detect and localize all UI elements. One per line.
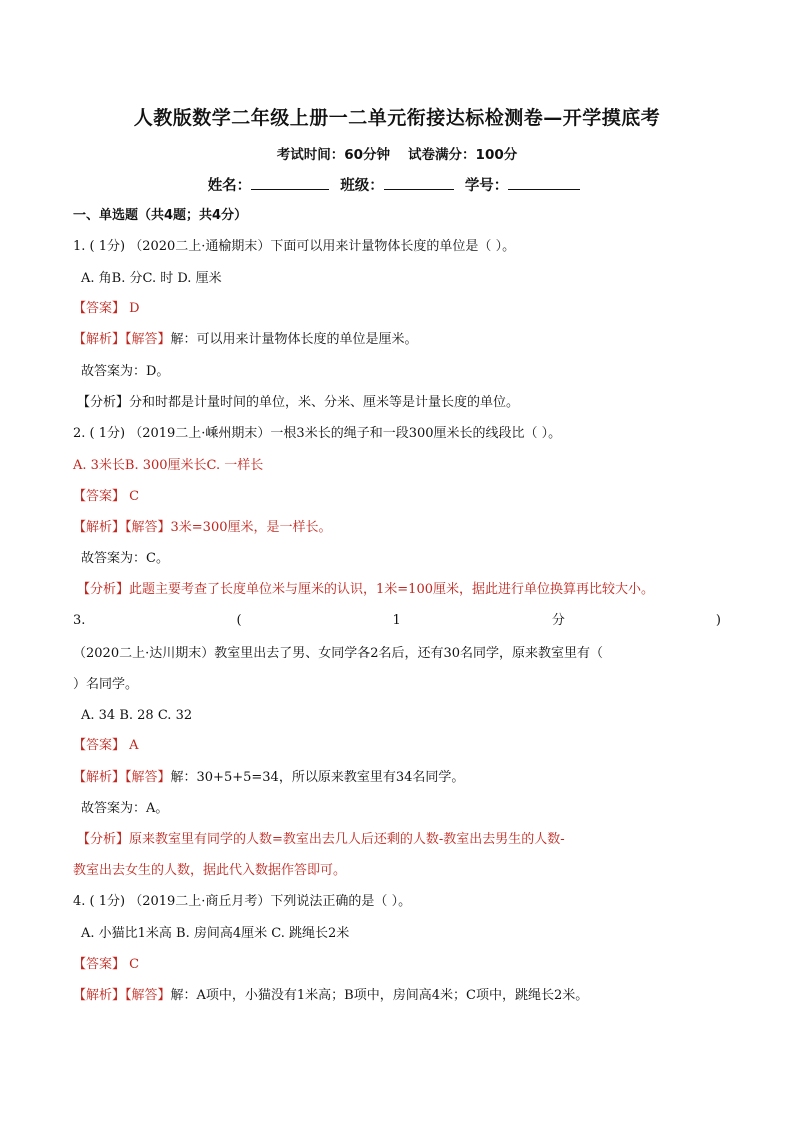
full-score: 试卷满分：100分: [408, 147, 518, 163]
question-1-stem: 1. ( 1分) （2020二上·通榆期末）下面可以用来计量物体长度的单位是（ ）。: [73, 239, 516, 254]
fenxi-tag: 【分析】: [77, 582, 130, 597]
class-field[interactable]: [384, 175, 454, 190]
question-4-analysis: [73, 987, 588, 1005]
question-3-answer: [73, 737, 139, 755]
class-label: 班级：: [340, 178, 384, 194]
fenxi-text: 原来教室里有同学的人数=教室出去几人后还剩的人数-教室出去男生的人数-: [129, 832, 565, 847]
question-1-options: A. 角B. 分C. 时 D. 厘米: [81, 271, 222, 286]
question-3-options: A. 34 B. 28 C. 32: [81, 708, 193, 723]
analysis-tag: 【解析】【解答】: [73, 770, 171, 785]
question-2-fenxi: [77, 581, 654, 599]
question-2-options: A. 3米长B. 300厘米长C. 一样长: [73, 458, 264, 473]
question-1-fenxi: [77, 394, 519, 412]
analysis-text: 解：可以用来计量物体长度的单位是厘米。: [170, 332, 418, 347]
question-number: 3.: [73, 613, 86, 628]
answer-tag: 【答案】: [73, 957, 126, 972]
fenxi-tag: 【分析】: [77, 832, 130, 847]
student-id-label: 学号：: [464, 178, 509, 194]
exam-meta: [0, 143, 794, 163]
close-paren: ): [715, 613, 721, 628]
analysis-text: 3米=300厘米，是一样长。: [170, 520, 332, 535]
question-3-conclusion: 故答案为：A。: [81, 801, 169, 816]
section-title: 一、单选题（共4题；共4分）: [73, 208, 248, 223]
name-field[interactable]: [251, 175, 329, 190]
analysis-tag: 【解析】【解答】: [73, 988, 171, 1003]
answer-value: A: [129, 738, 139, 753]
answer-value: C: [129, 957, 140, 972]
question-3-stem-line1: [73, 612, 721, 630]
page-title: 人教版数学二年级上册一二单元衔接达标检测卷—开学摸底考: [133, 107, 661, 129]
answer-value: D: [129, 301, 140, 316]
question-2-answer: [73, 488, 139, 506]
fenxi-tag: 【分析】: [77, 395, 130, 410]
answer-tag: 【答案】: [73, 738, 126, 753]
answer-tag: 【答案】: [73, 489, 126, 504]
question-3-analysis: [73, 769, 464, 787]
question-3-fenxi-line2: 教室出去女生的人数，据此代入数据作答即可。: [73, 863, 347, 878]
analysis-text: 解：30+5+5=34，所以原来教室里有34名同学。: [170, 770, 465, 785]
open-paren: (: [236, 613, 242, 628]
answer-tag: 【答案】: [73, 301, 126, 316]
question-3-stem-line3: ）名同学。: [73, 677, 139, 692]
question-3-fenxi-line1: [77, 831, 565, 849]
score-value: 1: [392, 613, 401, 628]
answer-value: C: [129, 489, 140, 504]
student-id-field[interactable]: [508, 175, 580, 190]
score-unit: 分: [551, 613, 565, 628]
question-4-options: A. 小猫比1米高 B. 房间高4厘米 C. 跳绳长2米: [81, 926, 350, 941]
question-1-answer: [73, 300, 140, 318]
question-4-answer: [73, 956, 139, 974]
name-label: 姓名：: [207, 178, 252, 194]
analysis-tag: 【解析】【解答】: [73, 520, 171, 535]
question-4-stem: 4. ( 1分) （2019二上·商丘月考）下列说法正确的是（ ）。: [73, 894, 412, 909]
question-3-stem-line2: （2020二上·达川期末）教室里出去了男、女同学各2名后，还有30名同学，原来教室里有（: [73, 646, 604, 661]
fenxi-text: 此题主要考查了长度单位米与厘米的认识，1米=100厘米，据此进行单位换算再比较大小。: [129, 582, 654, 597]
analysis-tag: 【解析】【解答】: [73, 332, 171, 347]
question-2-analysis: [73, 519, 332, 537]
question-2-conclusion: 故答案为：C。: [81, 551, 169, 566]
exam-time: 考试时间：60分钟: [276, 147, 391, 163]
question-1-conclusion: 故答案为：D。: [81, 364, 170, 379]
student-info: [0, 174, 794, 195]
question-2-stem: 2. ( 1分) （2019二上·嵊州期末）一根3米长的绳子和一段300厘米长的线段比（ ）。: [73, 426, 562, 441]
fenxi-text: 分和时都是计量时间的单位，米、分米、厘米等是计量长度的单位。: [129, 395, 520, 410]
analysis-text: 解：A项中，小猫没有1米高；B项中，房间高4米；C项中，跳绳长2米。: [170, 988, 589, 1003]
question-1-analysis: [73, 331, 418, 349]
